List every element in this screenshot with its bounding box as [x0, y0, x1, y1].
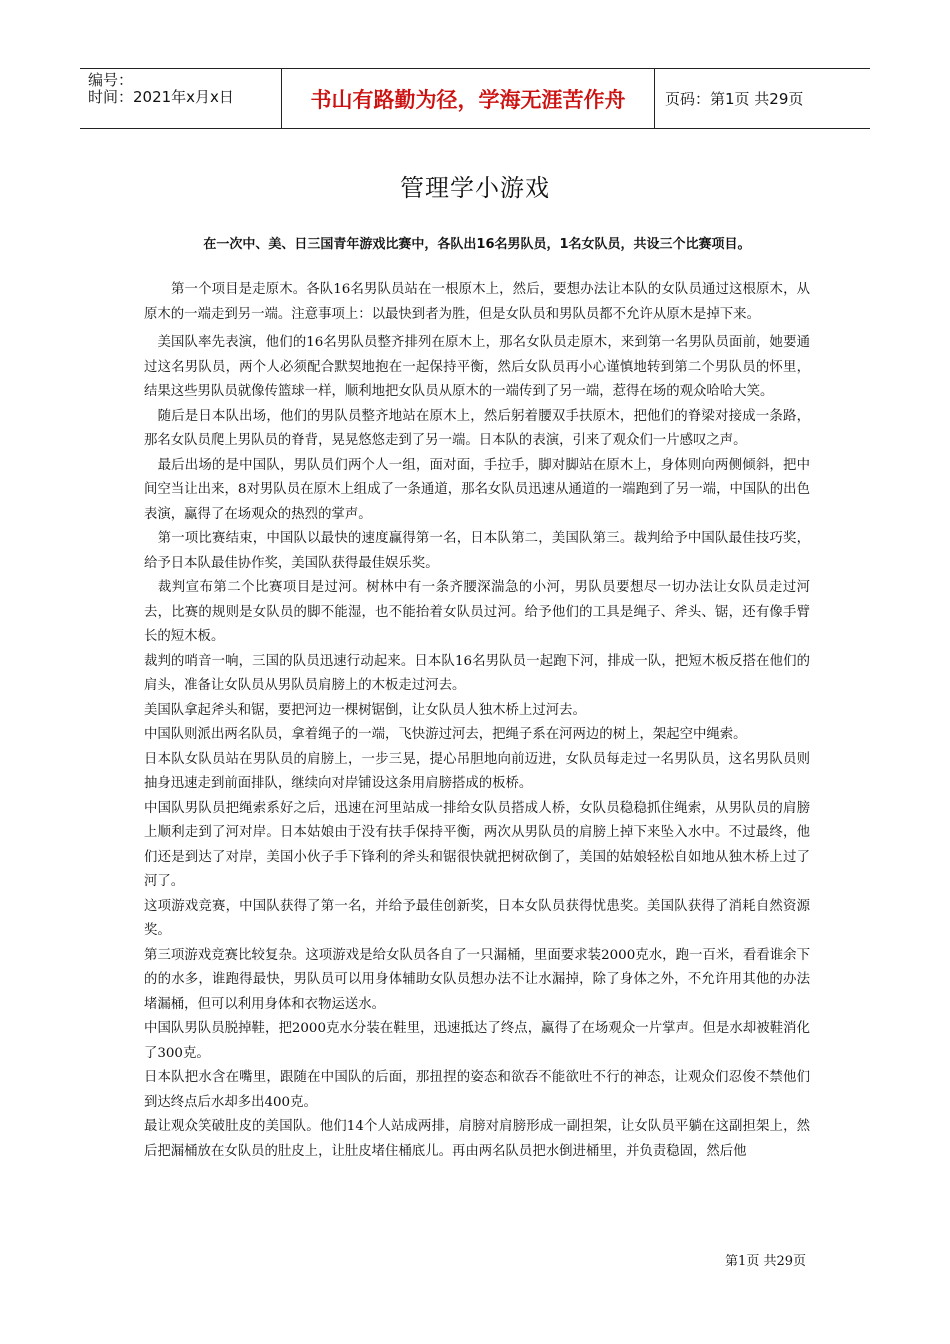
paragraph: 日本队把水含在嘴里，跟随在中国队的后面，那扭捏的姿态和欲吞不能欲吐不行的神态，让观众们忍俊不禁他们到达终点后水却多出400克。 [144, 1070, 810, 1110]
paragraph: 裁判宣布第二个比赛项目是过河。树林中有一条齐腰深湍急的小河，男队员要想尽一切办法让女队员走过河去，比赛的规则是女队员的脚不能湿，也不能抬着女队员过河。给予他们的工具是绳子、斧头、锯，还有像手臂长的短木板。 [144, 580, 810, 644]
header-motto: 书山有路勤为径，学海无涯苦作舟 [282, 69, 655, 128]
intro-paragraph: 在一次中、美、日三国青年游戏比赛中，各队出16名男队员，1名女队员，共设三个比赛项目。 [203, 237, 751, 252]
paragraph: 裁判的哨音一响，三国的队员迅速行动起来。日本队16名男队员一起跑下河，排成一队，把短木板反搭在他们的肩头，准备让女队员从男队员肩膀上的木板走过河去。 [144, 653, 810, 693]
paragraph: 中国队男队员把绳索系好之后，迅速在河里站成一排给女队员搭成人桥，女队员稳稳抓住绳索，从男队员的肩膀上顺利走到了河对岸。日本姑娘由于没有扶手保持平衡，两次从男队员的肩膀上掉下来坠入水中。不过最终，他们还是到达了对岸，美国小伙子手下锋利的斧头和锯很快就把树砍倒了，美国的姑娘轻松自如地从独木桥上过了河了。 [144, 800, 810, 889]
paragraph: 日本队女队员站在男队员的肩膀上，一步三晃，提心吊胆地向前迈进，女队员每走过一名男队员，这名男队员则抽身迅速走到前面排队，继续向对岸铺设这条用肩膀搭成的板桥。 [144, 751, 810, 791]
page-footer: 第1页 共29页 [725, 1254, 806, 1269]
paragraph: 美国队拿起斧头和锯，要把河边一棵树锯倒，让女队员人独木桥上过河去。 [144, 702, 586, 718]
paragraph: 最让观众笑破肚皮的美国队。他们14个人站成两排，肩膀对肩膀形成一副担架，让女队员平躺在这副担架上，然后把漏桶放在女队员的肚皮上，让肚皮堵住桶底儿。再由两名队员把水倒进桶里，并负责稳固，然后他 [144, 1119, 810, 1159]
paragraph: 中国队男队员脱掉鞋，把2000克水分装在鞋里，迅速抵达了终点，赢得了在场观众一片掌声。但是水却被鞋消化了300克。 [144, 1021, 810, 1061]
paragraph: 美国队率先表演，他们的16名男队员整齐排列在原木上，那名女队员走原木，来到第一名男队员面前，她要通过这名男队员，两个人必须配合默契地抱在一起保持平衡，然后女队员再小心谨慎地转到第二个男队员的怀里，结果这些男队员就像传篮球一样，顺利地把女队员从原木的一端传到了另一端，惹得在场的观众哈哈大笑。 [144, 335, 810, 399]
paragraph: 第三项游戏竞赛比较复杂。这项游戏是给女队员各自了一只漏桶，里面要求装2000克水，跑一百米，看看谁余下的的水多，谁跑得最快，男队员可以用身体辅助女队员想办法不让水漏掉，除了身体之外，不允许用其他的办法堵漏桶，但可以利用身体和衣物运送水。 [144, 947, 810, 1012]
paragraph: 最后出场的是中国队，男队员们两个人一组，面对面，手拉手，脚对脚站在原木上，身体则向两侧倾斜，把中间空当让出来，8对男队员在原木上组成了一条通道，那名女队员迅速从通道的一端跑到了另一端，中国队的出色表演，赢得了在场观众的热烈的掌声。 [144, 457, 810, 522]
paragraph: 第一项比赛结束，中国队以最快的速度赢得第一名，日本队第二，美国队第三。裁判给予中国队最佳技巧奖，给予日本队最佳协作奖，美国队获得最佳娱乐奖。 [144, 531, 810, 571]
paragraph: 第一个项目是走原木。各队16名男队员站在一根原木上，然后，要想办法让本队的女队员通过这根原木，从原木的一端走到另一端。注意事项上：以最快到者为胜，但是女队员和男队员都不允许从原木是掉下来。 [144, 282, 810, 322]
paragraph: 中国队则派出两名队员，拿着绳子的一端，飞快游过河去，把绳子系在河两边的树上，架起空中绳索。 [144, 727, 747, 742]
doc-time-label: 时间：2021年x月x日 [88, 88, 234, 106]
paragraph: 随后是日本队出场，他们的男队员整齐地站在原木上，然后躬着腰双手扶原木，把他们的脊梁对接成一条路，那名女队员爬上男队员的脊背，晃晃悠悠走到了另一端。日本队的表演，引来了观众们一片感叹之声。 [144, 408, 810, 448]
document-body [144, 278, 810, 1164]
header-page-info: 页码：第1页 共29页 [665, 90, 804, 108]
document-title: 管理学小游戏 [400, 174, 550, 202]
header-meta [80, 69, 282, 128]
page-header [80, 68, 870, 129]
paragraph: 这项游戏竞赛，中国队获得了第一名，并给予最佳创新奖，日本女队员获得忧患奖。美国队获得了消耗自然资源奖。 [144, 898, 810, 938]
doc-number-label: 编号： [88, 71, 134, 89]
